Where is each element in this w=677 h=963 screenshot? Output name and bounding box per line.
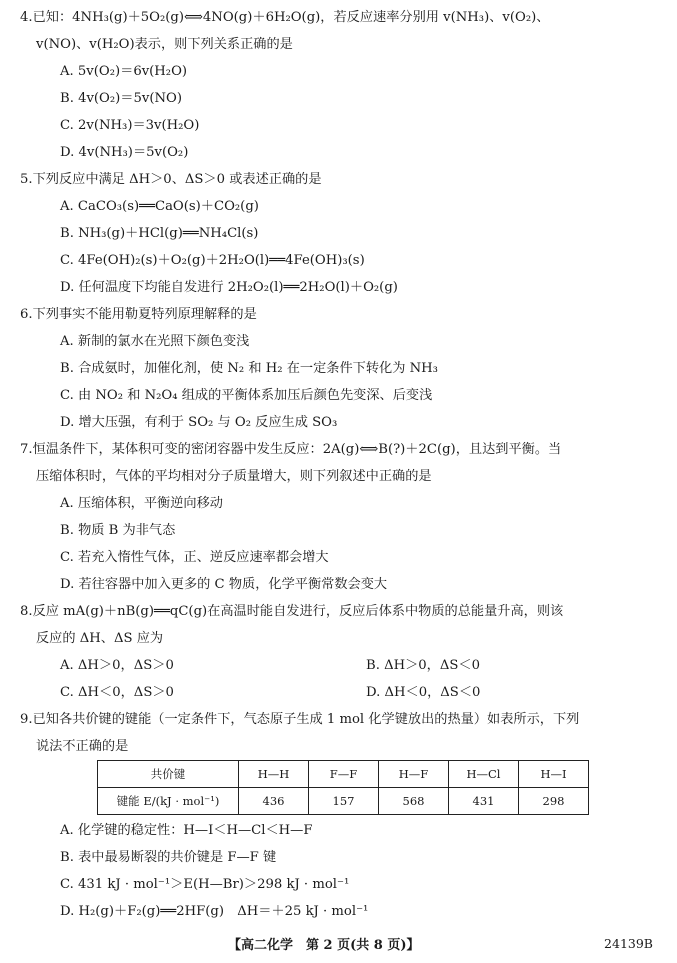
table-cell-energy: 431 (449, 788, 519, 815)
q7-option-b: B. 物质 B 为非气态 (60, 523, 176, 538)
table-header-bond: 共价键 (98, 761, 239, 788)
q9-option-b: B. 表中最易断裂的共价键是 F—F 键 (60, 850, 277, 865)
q6-option-a: A. 新制的氯水在光照下颜色变浅 (60, 334, 250, 349)
q9-option-a: A. 化学键的稳定性：H—I＜H—Cl＜H—F (60, 823, 313, 838)
q5-option-c: C. 4Fe(OH)₂(s)＋O₂(g)＋2H₂O(l)══4Fe(OH)₃(s) (60, 253, 365, 268)
q6-stem: 6.下列事实不能用勒夏特列原理解释的是 (20, 307, 257, 322)
q5-option-d: D. 任何温度下均能自发进行 2H₂O₂(l)══2H₂O(l)＋O₂(g) (60, 280, 398, 295)
q6-option-d: D. 增大压强，有利于 SO₂ 与 O₂ 反应生成 SO₃ (60, 415, 338, 430)
q7-option-a: A. 压缩体积，平衡逆向移动 (60, 496, 223, 511)
table-cell-energy: 568 (379, 788, 449, 815)
table-header-energy: 键能 E/(kJ · mol⁻¹) (98, 788, 239, 815)
q9-stem-line2: 说法不正确的是 (36, 739, 129, 754)
table-cell-energy: 298 (519, 788, 589, 815)
q4-option-d: D. 4v(NH₃)＝5v(O₂) (60, 145, 189, 160)
q9-stem-line1: 9.已知各共价键的键能（一定条件下，气态原子生成 1 mol 化学键放出的热量）如表所示，下列 (20, 712, 580, 727)
table-cell-energy: 157 (309, 788, 379, 815)
q9-option-d: D. H₂(g)＋F₂(g)══2HF(g) ΔH＝＋25 kJ · mol⁻¹ (60, 904, 369, 919)
q4-stem-line1: 4.已知：4NH₃(g)＋5O₂(g)⟺4NO(g)＋6H₂O(g)，若反应速率分别用 v(NH₃)、v(O₂)、 (20, 10, 550, 25)
q5-option-b: B. NH₃(g)＋HCl(g)══NH₄Cl(s) (60, 226, 259, 241)
table-cell-bond: H—I (519, 761, 589, 788)
table-row (98, 788, 589, 815)
q7-stem-line1: 7.恒温条件下，某体积可变的密闭容器中发生反应：2A(g)⟺B(?)＋2C(g)，且达到平衡。当 (20, 442, 562, 457)
q8-option-d: D. ΔH＜0，ΔS＜0 (366, 685, 481, 700)
q7-option-c: C. 若充入惰性气体，正、逆反应速率都会增大 (60, 550, 329, 565)
exam-code: 24139B (604, 936, 653, 951)
q8-option-b: B. ΔH＞0，ΔS＜0 (366, 658, 480, 673)
bond-energy-table (97, 760, 589, 815)
q7-option-d: D. 若往容器中加入更多的 C 物质，化学平衡常数会变大 (60, 577, 388, 592)
table-cell-bond: F—F (309, 761, 379, 788)
q4-stem-line2: v(NO)、v(H₂O)表示，则下列关系正确的是 (36, 37, 293, 52)
table-cell-energy: 436 (239, 788, 309, 815)
table-cell-bond: H—Cl (449, 761, 519, 788)
table-cell-bond: H—F (379, 761, 449, 788)
q8-option-a: A. ΔH＞0，ΔS＞0 (60, 658, 174, 673)
page-footer-label: 【高二化学 第 2 页(共 8 页)】 (228, 938, 420, 953)
q6-option-c: C. 由 NO₂ 和 N₂O₄ 组成的平衡体系加压后颜色先变深、后变浅 (60, 388, 433, 403)
q4-option-a: A. 5v(O₂)＝6v(H₂O) (60, 64, 188, 79)
q9-option-c: C. 431 kJ · mol⁻¹＞E(H—Br)＞298 kJ · mol⁻¹ (60, 877, 350, 892)
table-cell-bond: H—H (239, 761, 309, 788)
q8-stem-line2: 反应的 ΔH、ΔS 应为 (36, 631, 164, 646)
q6-option-b: B. 合成氨时，加催化剂，使 N₂ 和 H₂ 在一定条件下转化为 NH₃ (60, 361, 438, 376)
q5-stem: 5.下列反应中满足 ΔH＞0、ΔS＞0 或表述正确的是 (20, 172, 322, 187)
q5-option-a: A. CaCO₃(s)══CaO(s)＋CO₂(g) (60, 199, 259, 214)
q8-option-c: C. ΔH＜0，ΔS＞0 (60, 685, 174, 700)
q4-option-b: B. 4v(O₂)＝5v(NO) (60, 91, 182, 106)
q4-option-c: C. 2v(NH₃)＝3v(H₂O) (60, 118, 200, 133)
q8-stem-line1: 8.反应 mA(g)＋nB(g)══qC(g)在高温时能自发进行，反应后体系中物质的总能量升高，则该 (20, 604, 564, 619)
table-row (98, 761, 589, 788)
q7-stem-line2: 压缩体积时，气体的平均相对分子质量增大，则下列叙述中正确的是 (36, 469, 432, 484)
